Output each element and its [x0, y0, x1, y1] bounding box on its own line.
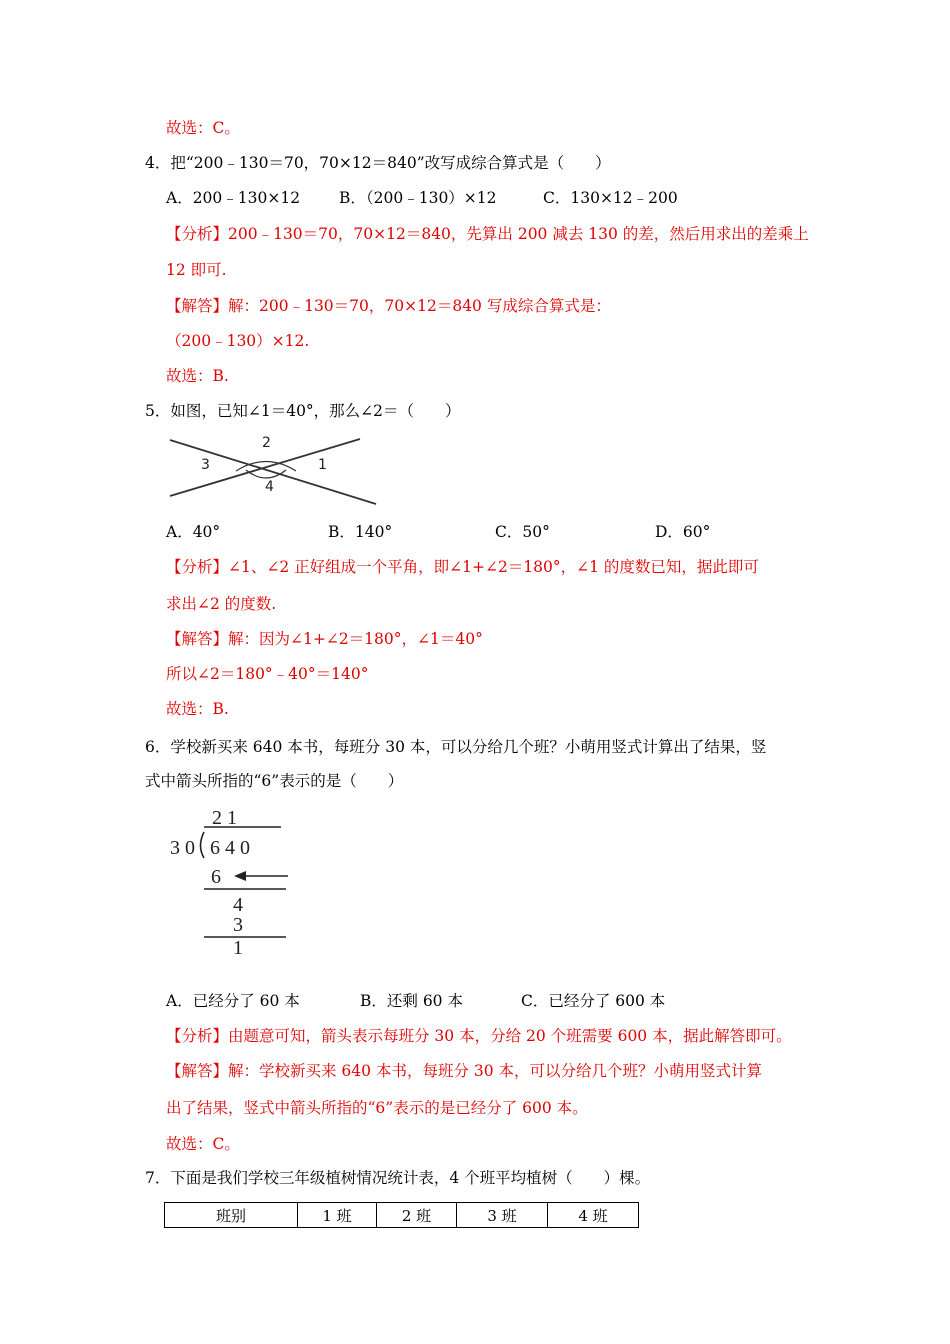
- q4-option-c: C．130×12﹣200: [543, 189, 678, 207]
- q5-analysis-line2: 求出∠2 的度数.: [166, 595, 277, 613]
- division-remainder: 1: [233, 937, 243, 959]
- q5-analysis-line1: 【分析】∠1、∠2 正好组成一个平角，即∠1+∠2＝180°，∠1 的度数已知，据此即可: [166, 558, 759, 576]
- table-row: [165, 1203, 639, 1228]
- q5-option-a: A．40°: [166, 523, 221, 541]
- division-bracket: [201, 832, 205, 858]
- q4-choose: 故选：B.: [166, 367, 229, 385]
- q5-stem: 5．如图，已知∠1＝40°，那么∠2＝（ ）: [145, 402, 461, 420]
- division-step-6: 6: [211, 866, 221, 888]
- division-quotient: 2 1: [212, 807, 237, 829]
- q5-answer-line1: 【解答】解：因为∠1+∠2＝180°，∠1＝40°: [166, 630, 483, 648]
- q3-choose: 故选：C。: [166, 119, 240, 137]
- q7-tree-planting-table: [164, 1202, 639, 1228]
- q4-analysis-line1: 【分析】200﹣130＝70，70×12＝840，先算出 200 减去 130 的差，然后用求出的差乘上: [166, 225, 809, 243]
- q4-option-b: B．（200﹣130）×12: [339, 189, 497, 207]
- q6-choose: 故选：C。: [166, 1135, 240, 1153]
- table-header-class-2: 2 班: [377, 1203, 457, 1228]
- q4-analysis-line2: 12 即可.: [166, 261, 227, 279]
- q5-option-d: D．60°: [655, 523, 711, 541]
- q4-option-a: A．200﹣130×12: [166, 189, 301, 207]
- q6-stem-line1: 6．学校新买来 640 本书，每班分 30 本，可以分给几个班？小萌用竖式计算出了结果，竖: [145, 738, 767, 756]
- table-header-class-3: 3 班: [457, 1203, 548, 1228]
- angle-label-3: 3: [201, 457, 210, 473]
- q6-stem-line2: 式中箭头所指的“6”表示的是（ ）: [145, 772, 404, 790]
- q6-option-a: A．已经分了 60 本: [166, 992, 300, 1010]
- q5-choose: 故选：B.: [166, 700, 229, 718]
- q6-answer-line2: 出了结果，竖式中箭头所指的“6”表示的是已经分了 600 本。: [166, 1099, 588, 1117]
- q4-answer-line2: （200﹣130）×12.: [166, 332, 310, 350]
- arrow-icon: [234, 871, 246, 881]
- division-divisor: 3 0: [170, 837, 195, 859]
- division-step-3: 3: [233, 914, 243, 936]
- q6-long-division-figure: [164, 800, 296, 960]
- q4-stem: 4．把“200﹣130＝70，70×12＝840”改写成综合算式是（ ）: [145, 154, 611, 172]
- q5-option-b: B．140°: [328, 523, 393, 541]
- angle-label-4: 4: [265, 479, 274, 495]
- q5-angle-figure: [166, 430, 382, 510]
- angle-label-1: 1: [318, 457, 327, 473]
- q7-stem: 7．下面是我们学校三年级植树情况统计表，4 个班平均植树（ ）棵。: [145, 1169, 651, 1187]
- q6-option-c: C．已经分了 600 本: [521, 992, 666, 1010]
- q6-answer-line1: 【解答】解：学校新买来 640 本书，每班分 30 本，可以分给几个班？小萌用竖式计算: [166, 1062, 763, 1080]
- table-header-class: 班别: [165, 1203, 298, 1228]
- q5-answer-line2: 所以∠2＝180°﹣40°＝140°: [166, 665, 369, 683]
- division-dividend: 6 4 0: [210, 837, 250, 859]
- q4-answer-line1: 【解答】解：200﹣130＝70，70×12＝840 写成综合算式是：: [166, 297, 611, 315]
- q6-analysis: 【分析】由题意可知，箭头表示每班分 30 本，分给 20 个班需要 600 本，据此解答即可。: [166, 1027, 792, 1045]
- division-step-4: 4: [233, 894, 243, 916]
- table-header-class-4: 4 班: [548, 1203, 639, 1228]
- table-header-class-1: 1 班: [298, 1203, 377, 1228]
- q5-option-c: C．50°: [495, 523, 550, 541]
- angle-label-2: 2: [262, 435, 271, 451]
- q6-option-b: B．还剩 60 本: [360, 992, 463, 1010]
